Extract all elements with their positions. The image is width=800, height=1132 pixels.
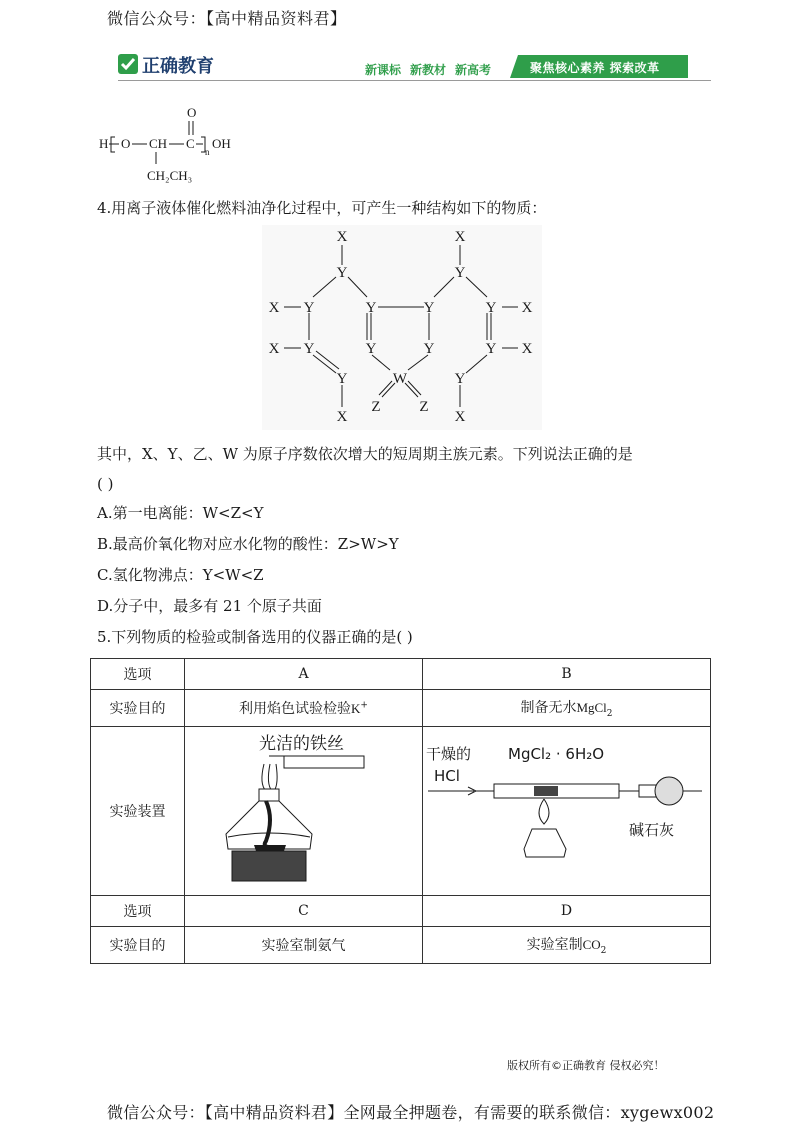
row5-d-formula: CO: [582, 937, 601, 953]
app-b-label-1: 干燥的: [426, 745, 472, 763]
table-cell: 实验装置: [91, 727, 185, 896]
atom-x: X: [268, 300, 280, 316]
atom-y: Y: [365, 341, 377, 357]
row2-b-sub: 2: [606, 708, 613, 719]
atom-y: Y: [303, 300, 315, 316]
table-cell: D: [423, 896, 711, 927]
row2-a-charge: +: [360, 700, 368, 711]
atom-x: X: [454, 409, 466, 425]
app-b-label-3: 碱石灰: [629, 821, 675, 839]
atom-x: X: [521, 300, 533, 316]
table-row: [91, 927, 711, 964]
atom-y: Y: [485, 341, 497, 357]
table-row: [91, 727, 711, 896]
table-cell: [423, 690, 711, 727]
polymer-structure: [95, 100, 255, 190]
atom-y: Y: [423, 300, 435, 316]
q4-answer-paren: ( ): [97, 475, 114, 493]
atom-x: X: [336, 229, 348, 245]
table-cell: A: [185, 659, 423, 690]
atom-x: X: [454, 229, 466, 245]
mgcl2-apparatus: [424, 729, 709, 889]
struct-ethyl: CH₂CH₃: [147, 168, 193, 183]
q4-molecule-structure: [262, 225, 542, 430]
table-row: [91, 690, 711, 727]
app-b-label-2: HCl: [434, 767, 460, 785]
footer-wechat-line: 微信公众号：【高中精品资料君】全网最全押题卷，有需要的联系微信：xygewx002: [107, 1103, 715, 1122]
table-cell: 选项: [91, 659, 185, 690]
table-cell: [185, 727, 423, 896]
atom-y: Y: [485, 300, 497, 316]
table-cell: [423, 927, 711, 964]
slogan-new-curriculum: 新课标: [365, 63, 402, 77]
row5-d-text: 实验室制: [526, 937, 583, 954]
row2-a-ion: K: [351, 701, 361, 716]
q4-option-a: A.第一电离能：W<Z<Y: [97, 504, 264, 522]
q4-stem: 4.用离子液体催化燃料油净化过程中，可产生一种结构如下的物质：: [97, 199, 547, 217]
q4-option-b: B.最高价氧化物对应水化物的酸性：Z>W>Y: [97, 535, 399, 553]
atom-y: Y: [336, 265, 348, 281]
check-logo-icon: [118, 54, 138, 74]
atom-y: Y: [365, 300, 377, 316]
table-row: [91, 896, 711, 927]
slogan-new-textbook: 新教材: [410, 63, 447, 77]
q5-stem: 5.下列物质的检验或制备选用的仪器正确的是( ): [97, 628, 413, 646]
atom-w: W: [392, 371, 408, 387]
app-a-label: 光洁的铁丝: [258, 734, 344, 754]
slogan-new-exam: 新高考: [455, 63, 492, 77]
row2-b-formula: MgCl: [576, 700, 607, 716]
atom-y: Y: [303, 341, 315, 357]
struct-ch: CH: [149, 136, 168, 151]
table-cell: [185, 690, 423, 727]
row5-d-sub: 2: [600, 945, 607, 956]
q4-note: 其中，X、Y、乙、W 为原子序数依次增大的短周期主族元素。下列说法正确的是: [97, 445, 633, 463]
atom-y: Y: [454, 265, 466, 281]
q5-table: [90, 658, 711, 964]
slogan-banner-text: 聚焦核心素养 探索改革: [530, 61, 660, 75]
header-divider: [118, 80, 711, 81]
table-cell: C: [185, 896, 423, 927]
app-b-formula: MgCl₂ · 6H₂O: [508, 745, 605, 763]
struct-c: C: [186, 136, 195, 151]
row2-a-text: 利用焰色试验检验: [239, 701, 352, 717]
table-cell: 实验室制氨气: [185, 927, 423, 964]
table-cell: 实验目的: [91, 927, 185, 964]
atom-z: Z: [371, 399, 381, 415]
atom-x: X: [268, 341, 280, 357]
table-row: [91, 659, 711, 690]
table-cell: B: [423, 659, 711, 690]
struct-n: n: [205, 147, 210, 157]
table-cell: 选项: [91, 896, 185, 927]
q4-option-c: C.氢化物沸点：Y<W<Z: [97, 566, 264, 584]
table-cell: 实验目的: [91, 690, 185, 727]
row2-b-text: 制备无水: [520, 700, 577, 717]
flame-test-apparatus: [204, 729, 404, 889]
logo-text: 正确教育: [142, 56, 214, 77]
struct-h: H: [99, 136, 109, 151]
atom-y: Y: [336, 371, 348, 387]
struct-oh: OH: [212, 136, 231, 151]
copyright-notice: 版权所有©正确教育 侵权必究！: [507, 1059, 665, 1072]
atom-x: X: [521, 341, 533, 357]
header-wechat-line: 微信公众号：【高中精品资料君】: [107, 9, 347, 28]
table-cell: [423, 727, 711, 896]
atom-y: Y: [454, 371, 466, 387]
struct-o: O: [121, 136, 131, 151]
q4-option-d: D.分子中，最多有 21 个原子共面: [97, 597, 322, 615]
atom-x: X: [336, 409, 348, 425]
atom-z: Z: [419, 399, 429, 415]
struct-o-top: O: [187, 105, 197, 120]
atom-y: Y: [423, 341, 435, 357]
